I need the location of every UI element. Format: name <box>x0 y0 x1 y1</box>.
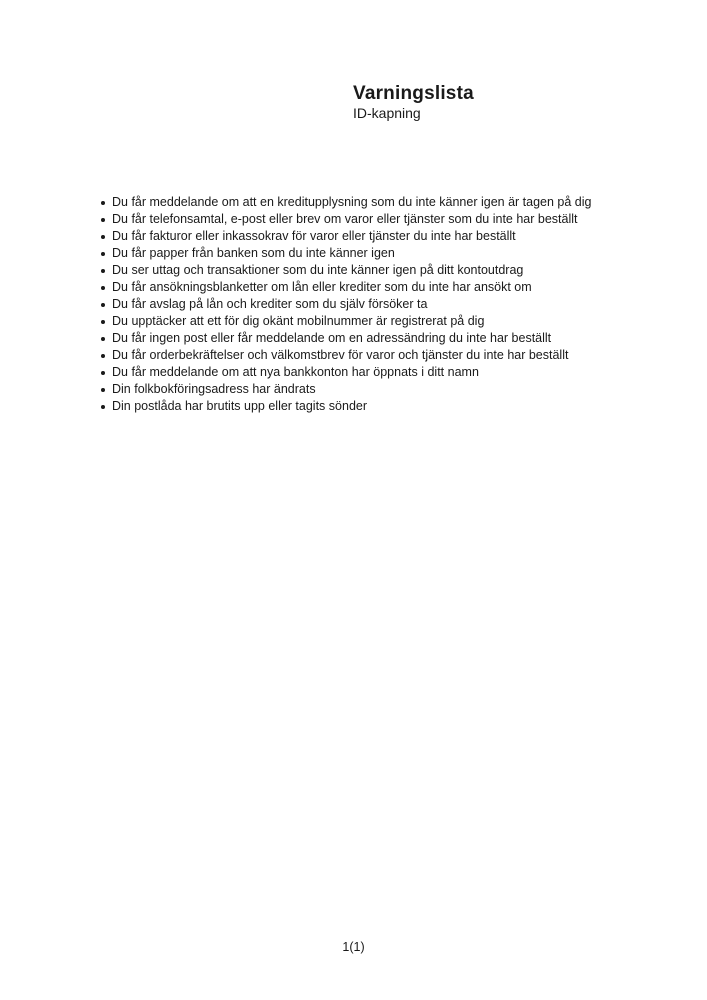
bullet-icon <box>101 337 105 341</box>
bullet-icon <box>101 218 105 222</box>
warning-list-item-text: Du får fakturor eller inkassokrav för varor eller tjänster du inte har beställt <box>112 229 516 243</box>
warning-list-item <box>101 296 641 313</box>
bullet-icon <box>101 286 105 290</box>
heading-block <box>353 83 474 121</box>
warning-list-item-text: Du får papper från banken som du inte känner igen <box>112 246 395 260</box>
bullet-icon <box>101 371 105 375</box>
warning-list-item-text: Din folkbokföringsadress har ändrats <box>112 382 316 396</box>
warning-list-item <box>101 245 641 262</box>
warning-list-item <box>101 330 641 347</box>
warning-list-item-text: Du ser uttag och transaktioner som du inte känner igen på ditt kontoutdrag <box>112 263 524 277</box>
page-title: Varningslista <box>353 83 474 104</box>
warning-list-item <box>101 211 641 228</box>
bullet-icon <box>101 201 105 205</box>
warning-list-item-text: Du får avslag på lån och krediter som du själv försöker ta <box>112 297 428 311</box>
warning-list-item-text: Du får meddelande om att nya bankkonton har öppnats i ditt namn <box>112 365 479 379</box>
page-subtitle: ID-kapning <box>353 105 421 121</box>
bullet-icon <box>101 405 105 409</box>
warning-list-item-text: Du upptäcker att ett för dig okänt mobilnummer är registrerat på dig <box>112 314 485 328</box>
bullet-icon <box>101 388 105 392</box>
warning-list-item <box>101 194 641 211</box>
warning-list-item <box>101 262 641 279</box>
warning-list-item-text: Din postlåda har brutits upp eller tagits sönder <box>112 399 368 413</box>
warning-list-item-text: Du får ansökningsblanketter om lån eller krediter som du inte har ansökt om <box>112 280 532 294</box>
warning-list-item <box>101 381 641 398</box>
page-number: 1(1) <box>342 940 365 954</box>
warning-list-item <box>101 347 641 364</box>
warning-list-item-text: Du får telefonsamtal, e-post eller brev om varor eller tjänster som du inte har beställt <box>112 212 578 226</box>
warning-list <box>101 194 641 415</box>
warning-list-item <box>101 313 641 330</box>
warning-list-item <box>101 398 641 415</box>
warning-list-item <box>101 364 641 381</box>
bullet-icon <box>101 320 105 324</box>
bullet-icon <box>101 235 105 239</box>
bullet-icon <box>101 354 105 358</box>
bullet-icon <box>101 303 105 307</box>
warning-list-item-text: Du får meddelande om att en kreditupplysning som du inte känner igen är tagen på dig <box>112 195 592 209</box>
warning-list-item <box>101 279 641 296</box>
bullet-icon <box>101 269 105 273</box>
warning-list-item-text: Du får ingen post eller får meddelande om en adressändring du inte har beställt <box>112 331 552 345</box>
warning-list-item-text: Du får orderbekräftelser och välkomstbrev för varor och tjänster du inte har beställt <box>112 348 569 362</box>
bullet-icon <box>101 252 105 256</box>
warning-list-item <box>101 228 641 245</box>
